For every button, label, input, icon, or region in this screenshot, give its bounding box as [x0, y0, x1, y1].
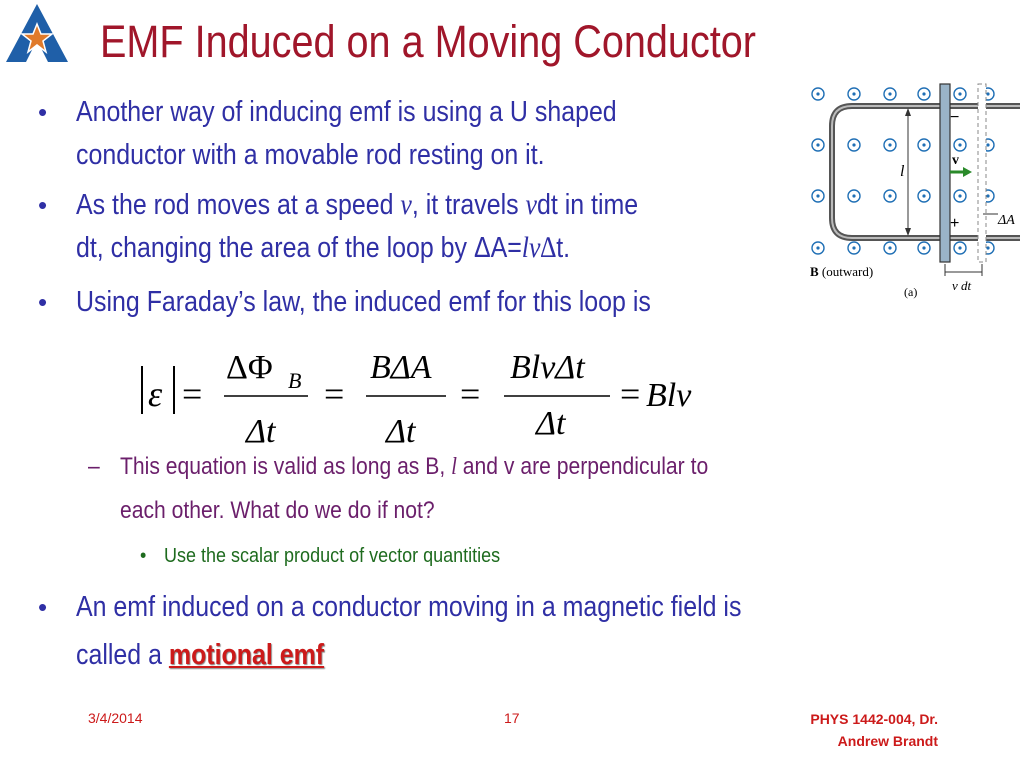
delta-t: Δt [386, 413, 416, 450]
delta-t: Δt [246, 413, 276, 450]
label-b-outward [810, 264, 873, 279]
uta-logo-icon [4, 2, 70, 64]
label-minus: − [950, 109, 960, 126]
moving-rod-figure [808, 82, 1020, 308]
bullet-marker: • [38, 592, 48, 622]
motional-emf-highlight: motional emf [168, 639, 325, 671]
label-plus: + [950, 215, 960, 232]
footer-course-line-1: PHYS 1442-004, Dr. [810, 711, 938, 727]
label-b: B [810, 264, 819, 279]
equals-sign: = [324, 374, 345, 414]
bullet-marker: • [38, 190, 48, 220]
bullet-2-text: dt in time [536, 189, 639, 221]
footer-date: 3/4/2014 [88, 710, 143, 726]
u-conductor [832, 106, 1020, 238]
bullet-3-line-1: Using Faraday’s law, the induced emf for this loop is [76, 286, 651, 318]
sub-bullet-text: and v are perpendicular to [456, 453, 709, 480]
length-symbol: l [451, 454, 457, 480]
blv-delta-t: BlvΔt [510, 349, 585, 386]
moving-rod [940, 84, 950, 262]
sub-bullet-text: This equation is valid as long as B, [120, 453, 452, 480]
label-a: (a) [904, 285, 918, 299]
bullet-2-text: dt, changing the area of the loop by ΔA= [76, 232, 522, 264]
rod-new-position [978, 84, 986, 262]
equals-sign: = [182, 374, 203, 414]
subsub-bullet-marker: • [140, 545, 147, 567]
footer-course-line-2: Andrew Brandt [837, 733, 938, 749]
equals-sign: = [460, 374, 481, 414]
bullet-2-text: As the rod moves at a speed [76, 189, 401, 221]
bullet-marker: • [38, 287, 48, 317]
delta-t: Δt [536, 405, 566, 442]
bullet-marker: • [38, 97, 48, 127]
label-b-rest: (outward) [818, 264, 874, 279]
length-symbol: l [521, 231, 529, 264]
sub-bullet-line-2: each other. What do we do if not? [120, 497, 435, 524]
bullet-2-line-2 [76, 226, 570, 270]
footer-page-number: 17 [504, 710, 520, 726]
label-v: v [952, 153, 959, 168]
sub-bullet-marker: – [88, 453, 100, 480]
bullet-2-text: , it travels [411, 189, 526, 221]
label-l: l [900, 163, 905, 180]
subscript-b: B [288, 368, 302, 393]
slide-title: EMF Induced on a Moving Conductor [100, 16, 756, 67]
delta-phi: ΔΦ [226, 349, 273, 386]
result-blv: Blv [646, 377, 692, 414]
label-delta-a: ΔA [998, 213, 1015, 228]
speed-symbol: v [400, 188, 412, 221]
bullet-1-line-2: conductor with a movable rod resting on it. [76, 139, 545, 171]
bullet-2-text: t. [556, 232, 571, 264]
faraday-formula [138, 338, 738, 456]
epsilon-symbol: ε [148, 374, 163, 414]
bullet-4-line-2 [76, 633, 324, 677]
speed-symbol: v [528, 231, 541, 264]
subsub-bullet-text: Use the scalar product of vector quantities [164, 545, 501, 567]
b-delta-a: BΔA [370, 349, 432, 386]
bullet-4-text: called a [76, 639, 169, 671]
label-vdt: v dt [952, 278, 972, 293]
sub-bullet-line-1 [120, 446, 708, 488]
bullet-1-line-1: Another way of inducing emf is using a U shaped [76, 96, 617, 128]
equals-sign: = [620, 374, 641, 414]
delta-symbol: ∆ [540, 231, 557, 264]
footer-course [700, 708, 938, 752]
bullet-2-line-1 [76, 183, 638, 227]
speed-symbol: v [525, 188, 537, 221]
bullet-4-line-1: An emf induced on a conductor moving in a magnetic field is [76, 591, 742, 623]
